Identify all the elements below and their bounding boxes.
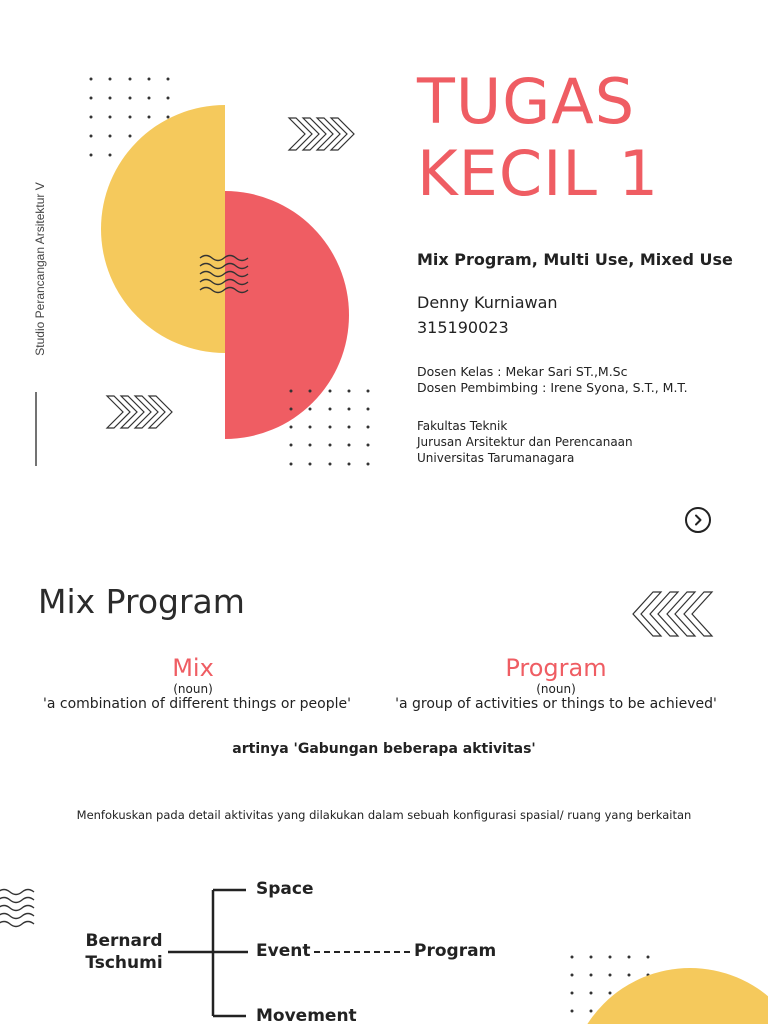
term-program	[386, 654, 726, 712]
term-mix-definition: 'a combination of different things or people'	[43, 696, 351, 712]
student-id: 315190023	[417, 318, 509, 337]
institution-info	[417, 418, 633, 466]
chevrons-right-left	[107, 396, 172, 428]
term-mix-type: (noun)	[173, 682, 213, 696]
term-program-word: Program	[505, 654, 607, 682]
lecturer-info	[417, 364, 688, 396]
diagram-result-program: Program	[414, 941, 497, 961]
diagram-branch-movement: Movement	[256, 1006, 357, 1026]
department: Jurusan Arsitektur dan Perencanaan	[417, 435, 633, 449]
term-mix	[43, 654, 351, 712]
diagram-branch-event: Event	[256, 941, 311, 961]
section-heading: Mix Program	[38, 582, 245, 621]
meaning-text: artinya 'Gabungan beberapa aktivitas'	[232, 741, 536, 757]
cover-title-block	[417, 66, 659, 210]
yellow-half-circle	[101, 105, 225, 353]
university: Universitas Tarumanagara	[417, 451, 575, 465]
chevrons-right-top	[289, 118, 354, 150]
student-info	[417, 290, 558, 340]
lecturer-advisor: Dosen Pembimbing : Irene Syona, S.T., M.T.	[417, 380, 688, 395]
faculty: Fakultas Teknik	[417, 419, 508, 433]
red-half-circle	[225, 191, 349, 439]
title-line-2: KECIL 1	[417, 137, 660, 210]
yellow-circle-bottom	[568, 968, 768, 1024]
course-caption: Studio Perancangan Arsitektur V	[33, 182, 47, 356]
diagram-root-line-2: Tschumi	[85, 953, 163, 973]
diagram-root	[78, 930, 170, 974]
student-name: Denny Kurniawan	[417, 293, 558, 312]
term-program-type: (noun)	[536, 682, 576, 696]
chevron-right-icon	[687, 509, 709, 531]
title-line-1: TUGAS	[417, 65, 636, 138]
term-mix-word: Mix	[172, 654, 214, 682]
diagram-branch-space: Space	[256, 879, 314, 899]
focus-text: Menfokuskan pada detail aktivitas yang dilakukan dalam sebuah konfigurasi spasial/ ruang yang berkaitan	[76, 808, 692, 822]
chevrons-left	[633, 592, 712, 636]
term-program-definition: 'a group of activities or things to be achieved'	[395, 696, 717, 712]
next-page-button[interactable]	[685, 507, 711, 533]
tree-diagram-lines	[168, 890, 248, 1016]
diagram-root-line-1: Bernard	[85, 931, 163, 951]
cover-subtitle: Mix Program, Multi Use, Mixed Use	[417, 250, 733, 269]
lecturer-class: Dosen Kelas : Mekar Sari ST.,M.Sc	[417, 364, 628, 379]
wavy-lines-bottom	[0, 890, 34, 927]
